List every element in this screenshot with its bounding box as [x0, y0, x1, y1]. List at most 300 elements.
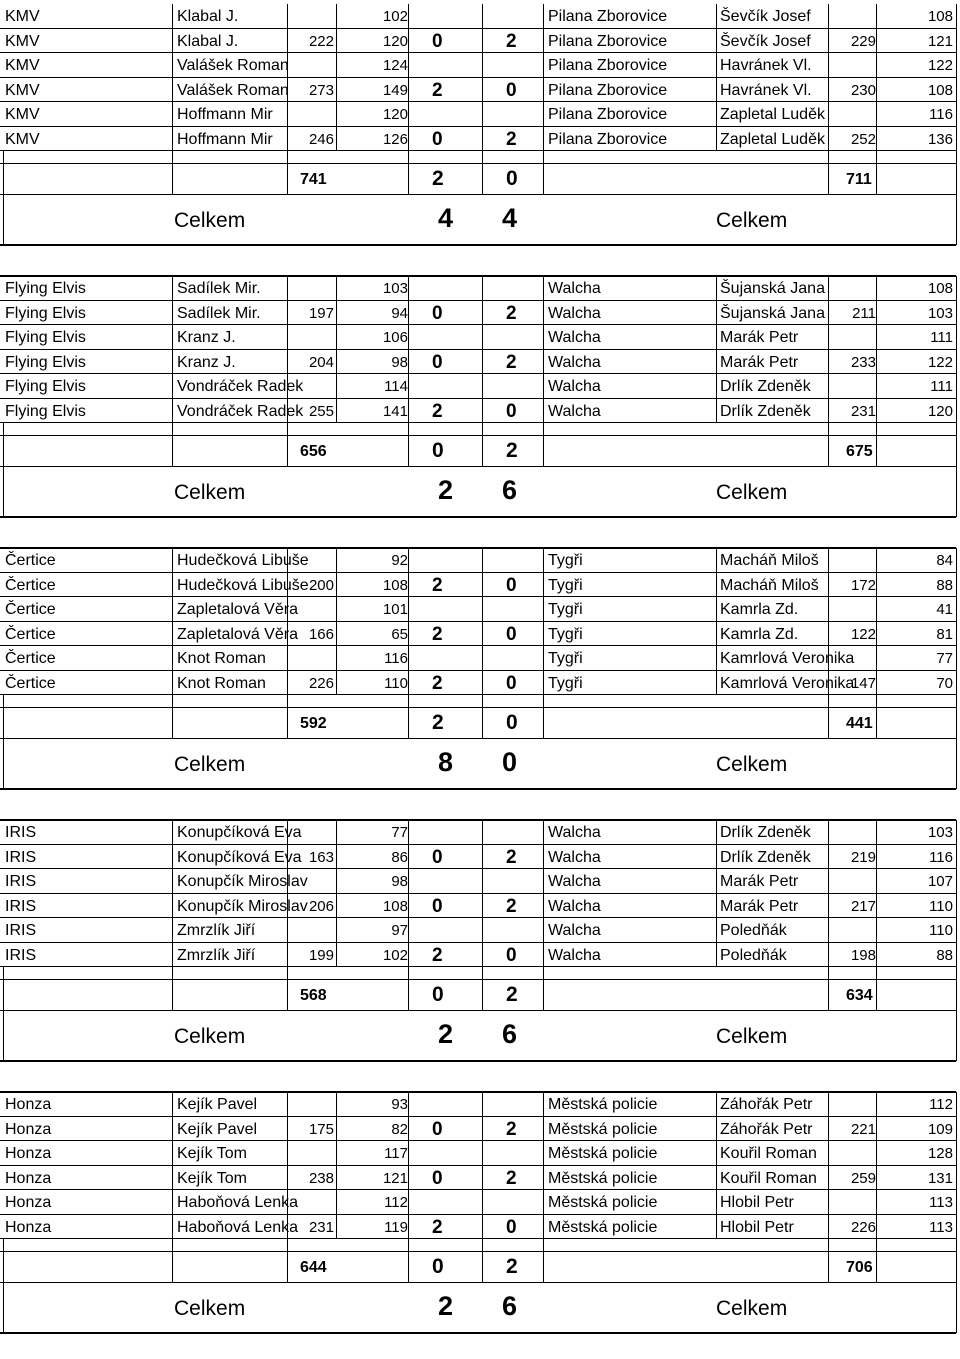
away-team-cell: Pilana Zborovice — [548, 106, 668, 123]
totals-bottom-line — [0, 1282, 956, 1283]
home-series-cell — [288, 1190, 334, 1214]
home-player-cell: Konupčíková Eva — [177, 824, 302, 841]
totals-divider — [828, 423, 829, 467]
home-team-cell: Flying Elvis — [5, 378, 86, 395]
player-row — [0, 1190, 960, 1214]
player-row — [0, 1215, 960, 1239]
block-bottom-border — [0, 516, 956, 518]
away-pins-cell: 112 — [929, 1096, 953, 1113]
home-player-cell: Klabal J. — [177, 32, 239, 50]
home-series-cell — [288, 4, 334, 28]
away-player-cell: Kamrlová Veronika — [720, 650, 855, 667]
away-points-cell — [506, 374, 536, 398]
away-series-cell: 122 — [850, 625, 876, 643]
away-player-cell: Hlobil Petr — [720, 1194, 794, 1211]
home-pins-cell: 103 — [382, 280, 408, 297]
away-player-cell: Šujanská Jana — [720, 304, 825, 322]
home-team-cell: IRIS — [5, 922, 37, 939]
away-pins-cell: 70 — [936, 674, 953, 692]
away-player-cell: Záhořák Petr — [720, 1096, 813, 1113]
away-match-score: 0 — [502, 747, 518, 777]
player-row — [0, 646, 960, 670]
away-pins-cell: 103 — [927, 824, 953, 841]
home-pins-cell: 108 — [382, 897, 408, 915]
home-points-cell: 2 — [432, 1216, 443, 1238]
home-series-cell: 226 — [308, 674, 334, 692]
home-total-points: 0 — [432, 1255, 444, 1278]
match-block — [0, 543, 960, 815]
away-player-cell: Macháň Miloš — [720, 576, 819, 594]
home-total-points: 0 — [432, 439, 444, 462]
home-series-cell: 255 — [308, 402, 334, 420]
home-player-cell: Klabal J. — [177, 8, 239, 25]
away-team-cell: Walcha — [548, 280, 601, 297]
away-pins-cell: 113 — [929, 1194, 953, 1211]
away-match-score: 6 — [502, 475, 518, 505]
home-series-cell: 175 — [308, 1120, 334, 1138]
home-team-cell: IRIS — [5, 848, 37, 866]
away-team-cell: Walcha — [548, 873, 601, 890]
home-points-cell — [432, 820, 462, 844]
away-points-cell — [506, 548, 536, 572]
away-series-cell — [828, 820, 876, 844]
player-row — [0, 943, 960, 967]
home-player-cell: Kranz J. — [177, 329, 236, 346]
home-player-cell: Zmrzlík Jiří — [177, 922, 256, 939]
home-pins-cell: 120 — [382, 106, 408, 123]
away-team-cell: Walcha — [548, 402, 601, 420]
away-pins-cell: 108 — [927, 81, 953, 99]
away-team-cell: Tygři — [548, 552, 583, 569]
row-separator — [0, 694, 956, 695]
away-player-cell: Kamrlová Veronika — [720, 674, 855, 692]
home-total-pins: 741 — [300, 171, 327, 188]
home-pins-cell: 117 — [384, 1145, 408, 1162]
home-series-cell — [288, 102, 334, 126]
home-team-cell: Flying Elvis — [5, 280, 86, 297]
match-block — [0, 1087, 960, 1359]
home-total-points: 0 — [432, 983, 444, 1006]
home-series-cell — [288, 646, 334, 670]
away-series-cell: 252 — [850, 130, 876, 148]
home-team-cell: Čertice — [5, 601, 56, 618]
totals-divider — [482, 1239, 483, 1283]
player-row — [0, 548, 960, 572]
home-player-cell: Kranz J. — [177, 353, 236, 371]
away-player-cell: Šujanská Jana — [720, 280, 825, 297]
away-total-pins: 706 — [846, 1259, 873, 1276]
home-pins-cell: 98 — [391, 353, 408, 371]
away-series-cell — [828, 597, 876, 621]
home-player-cell: Vondráček Radek — [177, 378, 304, 395]
away-pins-cell: 113 — [929, 1218, 953, 1236]
away-player-cell: Macháň Miloš — [720, 552, 819, 569]
away-player-cell: Marák Petr — [720, 897, 799, 915]
home-team-cell: Flying Elvis — [5, 329, 86, 346]
away-player-cell: Drlík Zdeněk — [720, 378, 811, 395]
home-points-cell: 0 — [432, 1118, 443, 1140]
home-series-cell — [288, 597, 334, 621]
away-series-cell — [828, 869, 876, 893]
away-player-cell: Marák Petr — [720, 329, 799, 346]
away-celkem-label: Celkem — [716, 481, 788, 504]
away-pins-cell: 116 — [929, 106, 953, 123]
home-player-cell: Kejík Pavel — [177, 1096, 258, 1113]
totals-divider — [828, 151, 829, 195]
away-pins-cell: 108 — [927, 8, 953, 25]
totals-divider — [543, 695, 544, 739]
home-series-cell — [288, 53, 334, 77]
home-pins-cell: 97 — [391, 922, 408, 939]
totals-divider — [543, 967, 544, 1011]
away-team-cell: Walcha — [548, 946, 601, 964]
home-team-cell: Čertice — [5, 552, 56, 569]
home-points-cell: 0 — [432, 895, 443, 917]
away-series-cell — [828, 548, 876, 572]
away-player-cell: Hlobil Petr — [720, 1218, 794, 1236]
home-team-cell: KMV — [5, 32, 40, 50]
away-pins-cell: 122 — [927, 353, 953, 371]
totals-divider — [482, 151, 483, 195]
home-pins-cell: 82 — [391, 1120, 408, 1138]
away-series-cell — [828, 374, 876, 398]
away-team-cell: Walcha — [548, 897, 601, 915]
away-pins-cell: 103 — [927, 304, 953, 322]
outer-border — [956, 423, 957, 517]
away-player-cell: Havránek Vl. — [720, 81, 812, 99]
away-points-cell — [506, 1190, 536, 1214]
home-player-cell: Sadílek Mir. — [177, 304, 261, 322]
totals-divider — [172, 967, 173, 1011]
away-series-cell: 217 — [850, 897, 876, 915]
home-points-cell: 2 — [432, 400, 443, 422]
totals-divider — [172, 151, 173, 195]
home-points-cell: 0 — [432, 302, 443, 324]
home-team-cell: Flying Elvis — [5, 304, 86, 322]
away-series-cell: 229 — [850, 32, 876, 50]
match-block — [0, 815, 960, 1087]
home-pins-cell: 120 — [382, 32, 408, 50]
totals-divider — [408, 695, 409, 739]
away-series-cell: 172 — [850, 576, 876, 594]
home-pins-cell: 106 — [382, 329, 408, 346]
away-player-cell: Kamrla Zd. — [720, 625, 799, 643]
player-row — [0, 820, 960, 844]
away-pins-cell: 109 — [927, 1120, 953, 1138]
home-points-cell: 0 — [432, 30, 443, 52]
totals-divider — [828, 695, 829, 739]
away-pins-cell: 121 — [927, 32, 953, 50]
player-row — [0, 597, 960, 621]
outer-border — [3, 695, 4, 789]
away-team-cell: Městská policie — [548, 1145, 658, 1162]
home-team-cell: Honza — [5, 1169, 52, 1187]
away-total-pins: 711 — [846, 171, 872, 188]
home-pins-cell: 102 — [382, 8, 408, 25]
away-team-cell: Walcha — [548, 329, 601, 346]
totals-divider — [543, 1239, 544, 1283]
home-total-pins: 568 — [300, 987, 327, 1004]
away-celkem-label: Celkem — [716, 1297, 788, 1320]
player-row — [0, 102, 960, 126]
home-series-cell: 199 — [308, 946, 334, 964]
totals-divider — [543, 151, 544, 195]
away-series-cell — [828, 1092, 876, 1116]
player-row — [0, 1092, 960, 1116]
row-separator — [0, 422, 956, 423]
home-celkem-label: Celkem — [174, 481, 246, 504]
home-pins-cell: 124 — [382, 57, 408, 74]
away-player-cell: Ševčík Josef — [720, 8, 811, 25]
home-team-cell: Flying Elvis — [5, 402, 86, 420]
home-points-cell — [432, 918, 462, 942]
away-player-cell: Drlík Zdeněk — [720, 848, 811, 866]
totals-top-line — [0, 707, 956, 708]
home-pins-cell: 77 — [391, 824, 408, 841]
home-series-cell: 200 — [308, 576, 334, 594]
home-points-cell — [432, 4, 462, 28]
away-points-cell — [506, 1092, 536, 1116]
home-team-cell: Čertice — [5, 650, 56, 667]
away-team-cell: Tygři — [548, 674, 583, 692]
home-match-score: 2 — [438, 1019, 454, 1049]
away-team-cell: Pilana Zborovice — [548, 8, 668, 25]
home-series-cell — [288, 276, 334, 300]
away-pins-cell: 131 — [927, 1169, 953, 1187]
totals-bottom-line — [0, 1010, 956, 1011]
player-row — [0, 78, 960, 102]
block-bottom-border — [0, 1332, 956, 1334]
away-pins-cell: 128 — [927, 1145, 953, 1162]
away-series-cell: 233 — [850, 353, 876, 371]
home-pins-cell: 121 — [382, 1169, 408, 1187]
row-separator — [0, 150, 956, 151]
away-points-cell: 0 — [506, 672, 517, 694]
home-player-cell: Konupčík Miroslav — [177, 897, 308, 915]
totals-divider — [172, 1239, 173, 1283]
away-pins-cell: 136 — [927, 130, 953, 148]
away-points-cell — [506, 325, 536, 349]
home-match-score: 2 — [438, 1291, 454, 1321]
away-series-cell — [828, 1190, 876, 1214]
home-series-cell — [288, 918, 334, 942]
player-row — [0, 894, 960, 918]
outer-border — [3, 423, 4, 517]
totals-divider — [482, 967, 483, 1011]
home-team-cell: Honza — [5, 1218, 52, 1236]
away-player-cell: Zapletal Luděk — [720, 130, 825, 148]
away-series-cell — [828, 918, 876, 942]
away-points-cell: 2 — [506, 1118, 517, 1140]
home-points-cell — [432, 1092, 462, 1116]
away-series-cell: 226 — [850, 1218, 876, 1236]
away-points-cell: 2 — [506, 895, 517, 917]
home-series-cell: 246 — [308, 130, 334, 148]
home-points-cell — [432, 1141, 462, 1165]
totals-divider — [287, 151, 288, 195]
home-points-cell: 2 — [432, 672, 443, 694]
home-points-cell — [432, 102, 462, 126]
totals-divider — [482, 423, 483, 467]
totals-bottom-line — [0, 738, 956, 739]
home-pins-cell: 126 — [382, 130, 408, 148]
away-series-cell: 219 — [850, 848, 876, 866]
totals-divider — [482, 695, 483, 739]
away-points-cell: 0 — [506, 574, 517, 596]
player-row — [0, 276, 960, 300]
away-team-cell: Pilana Zborovice — [548, 32, 668, 50]
block-bottom-border — [0, 1060, 956, 1062]
home-points-cell: 0 — [432, 351, 443, 373]
home-team-cell: IRIS — [5, 873, 37, 890]
away-team-cell: Městská policie — [548, 1218, 658, 1236]
away-series-cell: 221 — [850, 1120, 876, 1138]
home-points-cell — [432, 548, 462, 572]
home-player-cell: Konupčíková Eva — [177, 848, 302, 866]
outer-border — [956, 695, 957, 789]
away-team-cell: Walcha — [548, 848, 601, 866]
away-series-cell — [828, 4, 876, 28]
home-match-score: 8 — [438, 747, 454, 777]
away-series-cell — [828, 102, 876, 126]
home-points-cell: 2 — [432, 574, 443, 596]
home-celkem-label: Celkem — [174, 1025, 246, 1048]
away-total-pins: 441 — [846, 715, 873, 732]
away-points-cell — [506, 102, 536, 126]
away-team-cell: Pilana Zborovice — [548, 57, 668, 74]
away-team-cell: Tygři — [548, 576, 583, 594]
home-team-cell: Honza — [5, 1096, 52, 1113]
home-pins-cell: 108 — [382, 576, 408, 594]
away-player-cell: Drlík Zdeněk — [720, 402, 811, 420]
away-series-cell — [828, 1141, 876, 1165]
home-series-cell — [288, 1141, 334, 1165]
away-player-cell: Havránek Vl. — [720, 57, 812, 74]
home-team-cell: Honza — [5, 1145, 52, 1162]
home-points-cell: 2 — [432, 623, 443, 645]
away-points-cell: 2 — [506, 846, 517, 868]
totals-divider — [408, 1239, 409, 1283]
away-points-cell — [506, 597, 536, 621]
player-row — [0, 671, 960, 695]
home-player-cell: Hoffmann Mir — [177, 106, 273, 123]
home-player-cell: Valášek Roman — [177, 81, 289, 99]
home-team-cell: Honza — [5, 1120, 52, 1138]
home-team-cell: Honza — [5, 1194, 52, 1211]
away-total-pins: 634 — [846, 987, 873, 1004]
home-series-cell — [288, 325, 334, 349]
totals-divider — [408, 967, 409, 1011]
home-match-score: 4 — [438, 203, 454, 233]
totals-divider — [287, 1239, 288, 1283]
away-team-cell: Městská policie — [548, 1096, 658, 1113]
home-series-cell: 206 — [308, 897, 334, 915]
home-team-cell: KMV — [5, 106, 40, 123]
away-points-cell: 0 — [506, 79, 517, 101]
away-points-cell: 0 — [506, 1216, 517, 1238]
away-team-cell: Walcha — [548, 378, 601, 395]
player-row — [0, 301, 960, 325]
away-total-points: 0 — [506, 167, 518, 190]
home-pins-cell: 93 — [391, 1096, 408, 1113]
home-pins-cell: 86 — [391, 848, 408, 866]
away-player-cell: Zapletal Luděk — [720, 106, 825, 123]
away-pins-cell: 88 — [936, 576, 953, 594]
home-series-cell: 231 — [308, 1218, 334, 1236]
outer-border — [3, 967, 4, 1061]
away-pins-cell: 77 — [936, 650, 953, 667]
away-player-cell: Kouřil Roman — [720, 1169, 817, 1187]
home-series-cell: 222 — [308, 32, 334, 50]
away-points-cell: 2 — [506, 302, 517, 324]
home-pins-cell: 94 — [391, 304, 408, 322]
away-points-cell — [506, 1141, 536, 1165]
player-row — [0, 1117, 960, 1141]
away-points-cell — [506, 869, 536, 893]
away-series-cell — [828, 325, 876, 349]
away-team-cell: Pilana Zborovice — [548, 130, 668, 148]
away-points-cell — [506, 53, 536, 77]
away-series-cell: 259 — [850, 1169, 876, 1187]
home-series-cell — [288, 1092, 334, 1116]
away-points-cell: 2 — [506, 30, 517, 52]
away-pins-cell: 110 — [929, 922, 953, 939]
home-pins-cell: 65 — [391, 625, 408, 643]
home-series-cell — [288, 820, 334, 844]
totals-top-line — [0, 979, 956, 980]
block-bottom-border — [0, 788, 956, 790]
player-row — [0, 918, 960, 942]
home-points-cell — [432, 1190, 462, 1214]
home-player-cell: Vondráček Radek — [177, 402, 304, 420]
player-row — [0, 350, 960, 374]
totals-bottom-line — [0, 466, 956, 467]
totals-divider — [876, 1239, 877, 1283]
match-block — [0, 271, 960, 543]
home-team-cell: Flying Elvis — [5, 353, 86, 371]
away-match-score: 6 — [502, 1019, 518, 1049]
away-team-cell: Walcha — [548, 824, 601, 841]
away-total-points: 0 — [506, 711, 518, 734]
home-player-cell: Kejík Pavel — [177, 1120, 258, 1138]
player-row — [0, 622, 960, 646]
home-player-cell: Haboňová Lenka — [177, 1194, 298, 1211]
home-player-cell: Zapletalová Věra — [177, 625, 298, 643]
away-player-cell: Poledňák — [720, 922, 787, 939]
totals-top-line — [0, 435, 956, 436]
totals-top-line — [0, 163, 956, 164]
away-pins-cell: 84 — [936, 552, 953, 569]
home-team-cell: KMV — [5, 130, 40, 148]
totals-divider — [172, 423, 173, 467]
totals-top-line — [0, 1251, 956, 1252]
away-celkem-label: Celkem — [716, 1025, 788, 1048]
away-team-cell: Tygři — [548, 650, 583, 667]
player-row — [0, 374, 960, 398]
away-total-points: 2 — [506, 439, 518, 462]
away-pins-cell: 116 — [929, 848, 953, 866]
home-points-cell: 0 — [432, 1167, 443, 1189]
away-celkem-label: Celkem — [716, 753, 788, 776]
home-pins-cell: 102 — [382, 946, 408, 964]
home-player-cell: Knot Roman — [177, 674, 266, 692]
player-row — [0, 1166, 960, 1190]
home-points-cell — [432, 53, 462, 77]
home-team-cell: IRIS — [5, 946, 37, 964]
home-player-cell: Hudečková Libuše — [177, 552, 309, 569]
home-celkem-label: Celkem — [174, 209, 246, 232]
away-points-cell — [506, 918, 536, 942]
